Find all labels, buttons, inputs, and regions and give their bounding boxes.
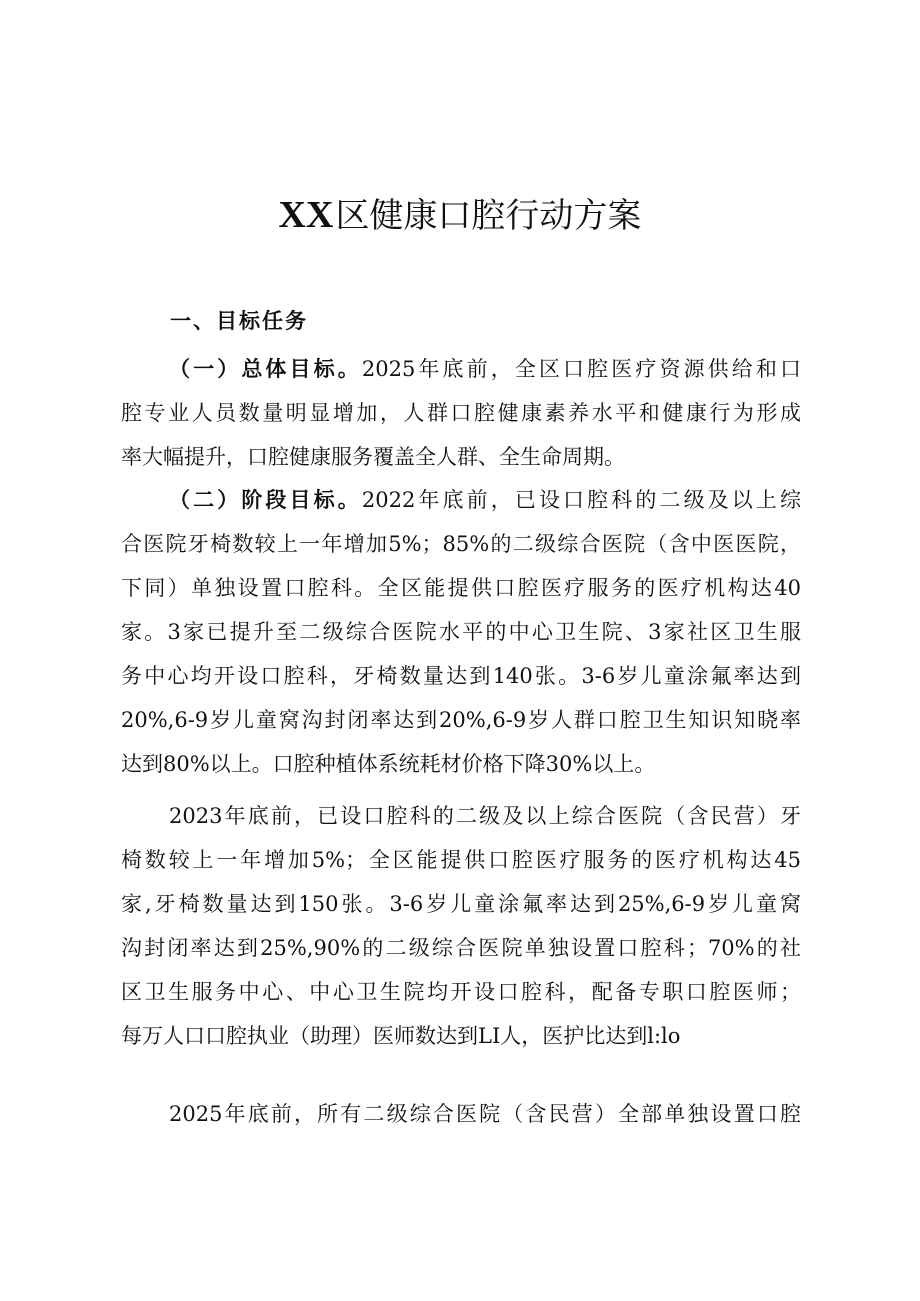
- paragraph-line: 2023年底前，已设口腔科的二级及以上综合医院（含民营）牙: [169, 804, 801, 828]
- paragraph-line: （一）总体目标。2025年底前，全区口腔医疗资源供给和口: [169, 356, 801, 381]
- title-text: 区健康口腔行动方案: [335, 196, 642, 236]
- paragraph-lead: （二）阶段目标。: [169, 487, 362, 512]
- paragraph-line: 务中心均开设口腔科，牙椅数量达到140张。3-6岁儿童涂氟率达到: [121, 664, 801, 688]
- paragraph-line: （二）阶段目标。2022年底前，已设口腔科的二级及以上综: [169, 487, 801, 512]
- paragraph-line: 沟封闭率达到25%,90%的二级综合医院单独设置口腔科；70%的社: [121, 936, 801, 960]
- paragraph-line: 下同）单独设置口腔科。全区能提供口腔医疗服务的医疗机构达40: [121, 576, 801, 600]
- paragraph-stage-goal: [121, 478, 801, 786]
- paragraph-line: 家,牙椅数量达到150张。3-6岁儿童涂氟率达到25%,6-9岁儿童窝: [121, 892, 801, 916]
- paragraph-line: 20%,6-9岁儿童窝沟封闭率达到20%,6-9岁人群口腔卫生知识知晓率: [121, 708, 801, 732]
- paragraph-line: 椅数较上一年增加5%；全区能提供口腔医疗服务的医疗机构达45: [121, 848, 801, 872]
- paragraph-line: 腔专业人员数量明显增加，人群口腔健康素养水平和健康行为形成: [121, 401, 801, 425]
- paragraph-line: 2025年底前，所有二级综合医院（含民营）全部单独设置口腔: [169, 1102, 801, 1126]
- paragraph-line: 区卫生服务中心、中心卫生院均开设口腔科，配备专职口腔医师；: [121, 980, 801, 1004]
- paragraph-line: 达到80%以上。口腔种植体系统耗材价格下降30%以上。: [121, 752, 656, 776]
- title-prefix: XX: [278, 194, 334, 236]
- paragraph-lead: （一）总体目标。: [169, 356, 362, 381]
- paragraph-line: 每万人口口腔执业（助理）医师数达到LI人，医护比达到l:lo: [121, 1024, 681, 1048]
- paragraph-2023-goal: [121, 794, 801, 1058]
- section-heading: 一、目标任务: [170, 308, 308, 333]
- paragraph-line: 合医院牙椅数较上一年增加5%；85%的二级综合医院（含中医医院，: [121, 532, 801, 556]
- paragraph-2025-goal: [121, 1092, 801, 1136]
- paragraph-overall-goal: [121, 347, 801, 479]
- paragraph-line: 率大幅提升，口腔健康服务覆盖全人群、全生命周期。: [121, 445, 625, 469]
- document-title: [0, 188, 920, 237]
- paragraph-line: 家。3家已提升至二级综合医院水平的中心卫生院、3家社区卫生服: [121, 620, 801, 644]
